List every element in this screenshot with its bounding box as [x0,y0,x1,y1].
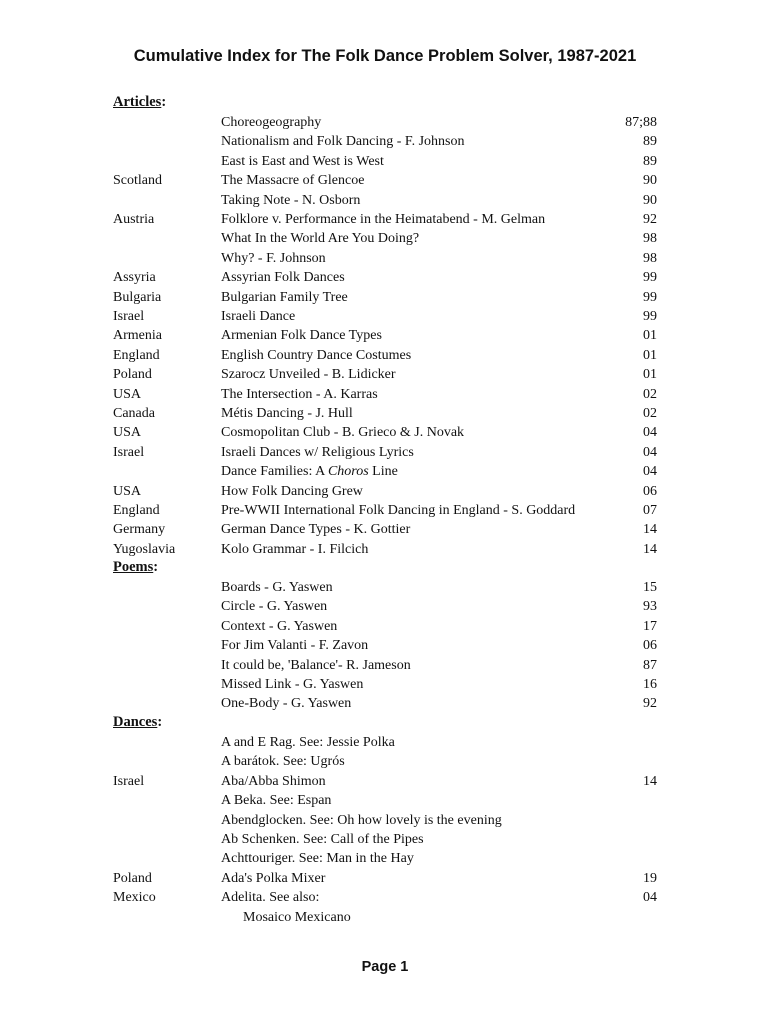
page-reference: 04 [643,890,657,906]
entry-title: Israeli Dances w/ Religious Lyrics [221,444,414,460]
entry-title: Mosaico Mexicano [243,909,351,925]
index-row [0,869,770,888]
region-label: Scotland [113,173,162,189]
page-reference: 14 [643,541,657,557]
entry-title: English Country Dance Costumes [221,347,412,363]
page-reference: 14 [643,773,657,789]
index-row [0,694,770,713]
index-row [0,113,770,132]
entry-title [221,462,398,481]
entry-title: Kolo Grammar - I. Filcich [221,541,369,557]
index-row [0,791,770,810]
entry-title: Armenian Folk Dance Types [221,328,382,344]
entry-title: German Dance Types - K. Gottier [221,522,411,538]
page-reference: 93 [643,599,657,615]
entry-title: Choreogeography [221,115,322,130]
entry-title-italic: Choros [327,464,369,480]
region-label: Israel [113,309,145,324]
section-label: Poems [113,559,154,575]
index-row [0,617,770,636]
index-row [0,346,770,365]
index-row [0,540,770,559]
region-label: Israel [113,773,145,789]
region-label: Austria [113,212,155,227]
page-reference: 92 [643,212,657,227]
entry-title: Assyrian Folk Dances [221,270,345,286]
region-label: Germany [113,522,166,538]
entry-title: For Jim Valanti - F. Zavon [221,638,369,654]
index-row [0,462,770,481]
index-row [0,636,770,655]
index-row [0,443,770,462]
region-label: Mexico [113,890,156,906]
page-reference: 90 [643,173,657,189]
page-reference: 16 [643,677,657,692]
section-heading-articles [113,94,166,111]
region-label: USA [113,386,142,402]
page-reference: 98 [643,231,657,247]
region-label: Poland [113,367,152,383]
region-label: Bulgaria [113,289,162,305]
page-reference: 02 [643,386,657,402]
entry-title: A and E Rag. See: Jessie Polka [221,735,395,750]
index-row [0,811,770,830]
entry-title: Aba/Abba Shimon [221,773,326,789]
entry-title-part: Dance Families: A [221,464,328,480]
region-label: Canada [113,406,155,421]
index-row [0,482,770,501]
section-colon: : [153,559,159,575]
index-row [0,578,770,597]
entry-title: Métis Dancing - J. Hull [221,406,353,421]
index-row [0,152,770,171]
region-label: Assyria [113,270,156,286]
entry-title: Context - G. Yaswen [221,618,338,634]
index-row [0,520,770,539]
page-reference: 04 [643,464,657,480]
page-reference: 89 [643,134,657,150]
index-row [0,849,770,868]
entry-title: What In the World Are You Doing? [221,231,420,247]
index-row [0,268,770,287]
index-row [0,597,770,616]
page-reference: 07 [643,503,657,518]
entry-title: The Intersection - A. Karras [221,386,378,402]
section-heading-dances [113,714,162,731]
page-reference: 15 [643,580,657,595]
entry-title: A barátok. See: Ugrós [221,754,345,770]
page-reference: 17 [643,618,657,634]
entry-title: Ab Schenken. See: Call of the Pipes [221,832,424,847]
entry-title: Missed Link - G. Yaswen [221,677,364,692]
page-reference: 87;88 [625,115,657,130]
page-number: Page 1 [361,959,409,975]
page-reference: 02 [643,406,657,421]
region-label: Yugoslavia [113,541,176,557]
section-heading-poems [113,559,158,576]
index-row [0,423,770,442]
page-reference: 01 [643,328,657,344]
region-label: USA [113,483,142,499]
index-row [0,191,770,210]
page-reference: 87 [643,657,657,673]
index-row [0,830,770,849]
entry-title: Szarocz Unveiled - B. Lidicker [221,367,396,383]
page-reference: 99 [643,309,657,324]
page-title: Cumulative Index for The Folk Dance Problem Solver, 1987-2021 [133,47,637,65]
section-label: Articles [113,94,162,110]
region-label: England [113,347,160,363]
page-reference: 01 [643,347,657,363]
entry-title: Circle - G. Yaswen [221,599,328,615]
entry-title: One-Body - G. Yaswen [221,696,352,712]
entry-title: Nationalism and Folk Dancing - F. Johnson [221,134,465,150]
page-reference: 14 [643,522,657,538]
region-label: Poland [113,870,152,886]
index-row [0,772,770,791]
region-label: Israel [113,444,145,460]
entry-title: Taking Note - N. Osborn [221,192,361,208]
page-reference: 04 [643,425,657,441]
index-row [0,675,770,694]
index-row [0,210,770,229]
entry-title: Why? - F. Johnson [221,250,326,266]
index-row [0,908,770,927]
page-reference: 89 [643,153,657,169]
index-row [0,132,770,151]
page-reference: 01 [643,367,657,383]
page-reference: 04 [643,444,657,460]
section-colon: : [161,94,167,110]
index-row [0,171,770,190]
entry-title: Bulgarian Family Tree [221,289,348,305]
index-row [0,326,770,345]
entry-title: Boards - G. Yaswen [221,580,333,595]
index-row [0,501,770,520]
page-reference: 06 [643,483,657,499]
entry-title-part: Line [368,464,398,480]
entry-title: Cosmopolitan Club - B. Grieco & J. Novak [221,425,465,441]
entry-title: Ada's Polka Mixer [221,870,326,886]
entry-title: East is East and West is West [221,153,384,169]
entry-title: A Beka. See: Espan [221,793,332,809]
index-row [0,307,770,326]
page-reference: 99 [643,270,657,286]
index-row [0,888,770,907]
index-row [0,656,770,675]
page-reference: 90 [643,192,657,208]
entry-title: Israeli Dance [221,309,296,324]
entry-title: Pre-WWII International Folk Dancing in England - S. Goddard [221,503,576,518]
index-row [0,229,770,248]
page-reference: 92 [643,696,657,712]
entry-title: Adelita. See also: [221,890,320,906]
index-row [0,733,770,752]
index-row [0,288,770,307]
index-row [0,365,770,384]
entry-title: Achttouriger. See: Man in the Hay [221,851,414,867]
region-label: USA [113,425,142,441]
entry-title: How Folk Dancing Grew [221,483,363,499]
entry-title: Folklore v. Performance in the Heimatabend - M. Gelman [221,212,546,227]
page-reference: 06 [643,638,657,654]
entry-title: The Massacre of Glencoe [221,173,365,189]
section-label: Dances [113,714,158,730]
entry-title: It could be, 'Balance'- R. Jameson [221,657,411,673]
page-reference: 19 [643,870,657,886]
index-row [0,752,770,771]
index-row [0,385,770,404]
region-label: England [113,503,160,518]
section-colon: : [157,714,163,730]
entry-title: Abendglocken. See: Oh how lovely is the evening [221,812,502,828]
region-label: Armenia [113,328,162,344]
index-row [0,404,770,423]
index-row [0,249,770,268]
page-reference: 98 [643,250,657,266]
page-reference: 99 [643,289,657,305]
